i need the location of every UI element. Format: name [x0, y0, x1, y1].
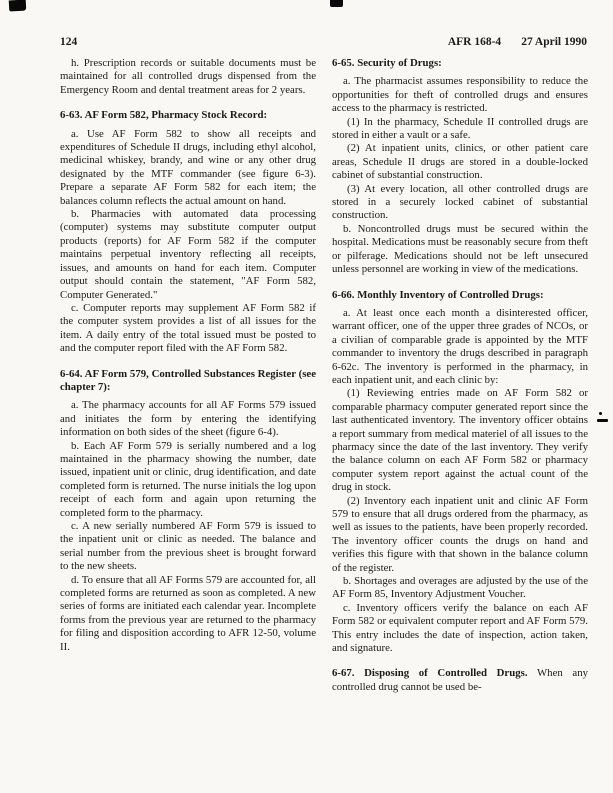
paragraph-6-65-a2: (2) At inpatient units, clinics, or other patient care areas, Schedule II drugs are stored in a double-locked cabinet of substantial construction. [332, 142, 588, 182]
scan-artifact-right-dot [599, 412, 602, 415]
paragraph-6-66-a1: (1) Reviewing entries made on AF Form 582 or comparable pharmacy computer generated report since the last authenticated inventory. The inventory officer obtains a report summary from medical materiel of all issues to the pharmacy since the date of the last inventory. They verify the balance column on each AF Form 582 or pharmacy computer system report against the actual count of the drug in stock. [332, 387, 588, 494]
page-number: 124 [60, 36, 78, 48]
heading-6-66: 6-66. Monthly Inventory of Controlled Drugs: [332, 288, 544, 301]
paragraph-6-63-b: b. Pharmacies with automated data processing (computer) systems may substitute computer output products (reports) for AF Form 582 if the computer maintains perpetual inventory reflecting all receipts, issues, and amounts on hand for each item. Computer output should contain the statement, "AF Form 582, Computer Generated." [60, 208, 316, 301]
scan-artifact-top-left [9, 0, 27, 11]
paragraph-6-66-a: a. At least once each month a disinterested officer, warrant officer, one of the upper three grades of NCOs, or a civilian of comparable grade is appointed by the MTF commander to inventory the drugs described in paragraph 6-62c. The inventory is performed in the pharmacy, in each inpatient unit, and each clinic by: [332, 306, 588, 386]
paragraph-6-66-a2: (2) Inventory each inpatient unit and clinic AF Form 579 to ensure that all drugs ordered from the pharmacy, as well as issues to the patients, have been properly recorded. The inventory officer counts the drugs on hand and verifies this figure with that shown in the balance column of the register. [332, 494, 588, 574]
paragraph-6-65-b: b. Noncontrolled drugs must be secured within the hospital. Medications must be reasonably secure from theft or pilferage. Medications should not be left unsecured unless personnel are working in view of the medications. [332, 222, 588, 276]
scan-artifact-right-edge [597, 419, 608, 422]
paragraph-6-67-text: When any controlled drug cannot be used be- [332, 667, 588, 693]
page-header [60, 36, 587, 48]
paragraph-6-65-a3: (3) At every location, all other controlled drugs are stored in a securely locked cabinet of substantial construction. [332, 182, 588, 222]
paragraph-6-66-c: c. Inventory officers verify the balance on each AF Form 582 or equivalent computer report and AF Form 579. This entry includes the date of inspection, action taken, and signature. [332, 601, 588, 655]
heading-6-65: 6-65. Security of Drugs: [332, 57, 442, 69]
two-column-body [60, 57, 588, 694]
heading-6-67-run-in: 6-67. Disposing of Controlled Drugs. [332, 667, 528, 680]
scan-artifact-top-center [330, 0, 343, 7]
paragraph-6-67 [332, 667, 588, 694]
right-column [332, 57, 588, 694]
paragraph-6-64-d: d. To ensure that all AF Forms 579 are accounted for, all completed forms are returned as soon as completed. A new series of forms are initiated each calendar year. Incomplete forms from the previous year are returned to the pharmacy for filing and disposition according to AFR 12-50, volume II. [60, 573, 316, 653]
paragraph-6-64-b: b. Each AF Form 579 is serially numbered and a log maintained in the pharmacy showing the number, date issued, inpatient unit or clinic, drug identification, and date completed form is returned. The nurse initials the log upon receipt of each form and again upon returning the completed form to the pharmacy. [60, 439, 316, 519]
paragraph-6-66-b: b. Shortages and overages are adjusted by the use of the AF Form 85, Inventory Adjustment Voucher. [332, 575, 588, 601]
paragraph-6-64-a: a. The pharmacy accounts for all AF Forms 579 issued and initiates the form by entering the identifying information on both sides of the sheet (figure 6-4). [60, 399, 316, 439]
paragraph-6-65-a1: (1) In the pharmacy, Schedule II controlled drugs are stored in either a vault or a safe. [332, 115, 588, 142]
paragraph-6-62-h: h. Prescription records or suitable documents must be maintained for all controlled drugs dispensed from the Emergency Room and dental treatment areas for 2 years. [60, 57, 316, 96]
header-right-group [448, 36, 587, 48]
left-column [60, 57, 316, 694]
doc-id: AFR 168-4 [447, 36, 502, 48]
paragraph-6-63-c: c. Computer reports may supplement AF Form 582 if the computer system provides a list of all issues for the item. A daily entry of the total issued must be posted to and the computer report filed with the AF Form 582. [60, 301, 316, 355]
heading-6-63: 6-63. AF Form 582, Pharmacy Stock Record: [60, 109, 268, 122]
paragraph-6-63-a: a. Use AF Form 582 to show all receipts and expenditures of Schedule II drugs, including ethyl alcohol, medicinal whiskey, brandy, and wine or any other drug designated by the MTF commander (see figure 6-3). Prepare a separate AF Form 582 for each item; the balances column reflects the actual amount on hand. [60, 127, 316, 207]
paragraph-6-65-a: a. The pharmacist assumes responsibility to reduce the opportunities for theft of controlled drugs and ensures access to the pharmacy is restricted. [332, 75, 588, 115]
paragraph-6-64-c: c. A new serially numbered AF Form 579 is issued to the inpatient unit or clinic as needed. The balance and serial number from the previous sheet is brought forward to the new sheets. [60, 520, 316, 573]
heading-6-64: 6-64. AF Form 579, Controlled Substances Register (see chapter 7): [60, 367, 316, 393]
doc-date: 27 April 1990 [521, 36, 587, 48]
